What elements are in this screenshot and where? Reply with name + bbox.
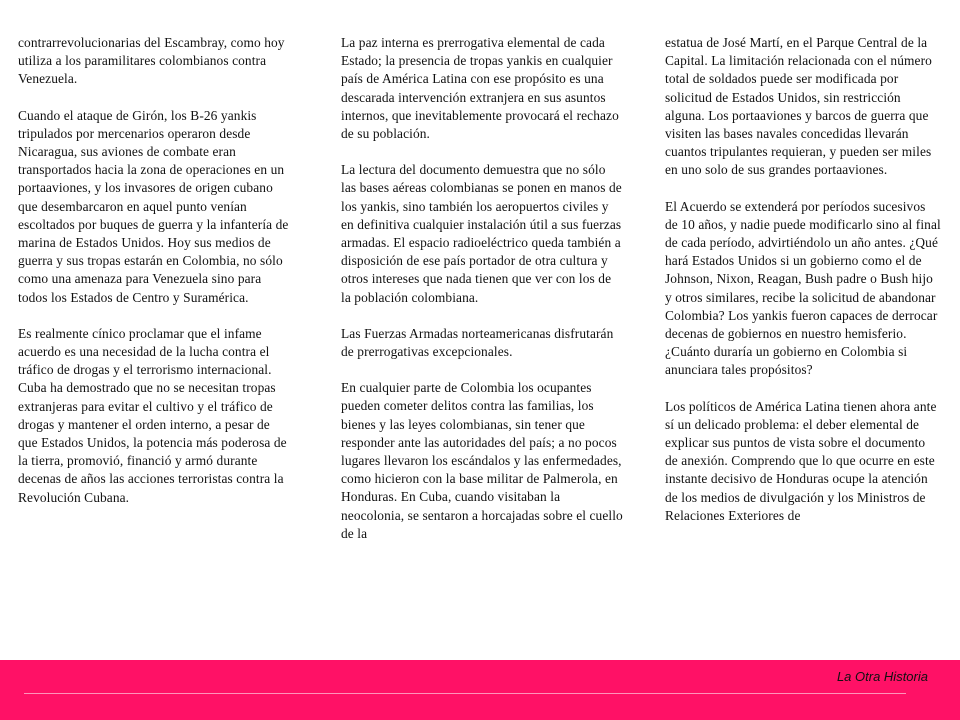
footer-title: La Otra Historia <box>836 669 928 684</box>
text-column-right <box>665 34 941 543</box>
paragraph: estatua de José Martí, en el Parque Central de la Capital. La limitación relacionada con el número total de soldados puede ser modificada por solicitud de Estados Unidos, sin restricción alguna. Los portaaviones y barcos de guerra que visiten las bases navales concedidas llevarán cuantos tripulantes requieran, y pueden ser miles en uno solo de sus grandes portaaviones. <box>665 35 932 178</box>
text-column-middle <box>341 34 623 561</box>
paragraph: contrarrevolucionarias del Escambray, como hoy utiliza a los paramilitares colombianos contra Venezuela. <box>18 35 285 87</box>
paragraph: Las Fuerzas Armadas norteamericanas disfrutarán de prerrogativas excepcionales. <box>341 325 614 360</box>
footer-bar <box>0 660 960 720</box>
paragraph: El Acuerdo se extenderá por períodos sucesivos de 10 años, y nadie puede modificarlo sino al final de cada período, advirtiéndolo un año antes. ¿Qué hará Estados Unidos si un gobierno como el de Johnson, Nixon, Reagan, Bush padre o Bush hijo y otros similares, recibe la solicitud de abandonar Colombia? Los yankis fueron capaces de derrocar decenas de gobiernos en nuestro hemisferio. ¿Cuánto duraría un gobierno en Colombia si anunciara tales propósitos? <box>665 198 941 378</box>
footer-divider <box>24 693 906 694</box>
paragraph: Cuando el ataque de Girón, los B-26 yankis tripulados por mercenarios operaron desde Nicaragua, sus aviones de combate eran transportados hacia la zona de operaciones en un portaaviones, y los invasores de origen cubano que desembarcaron en aquel punto venían escoltados por buques de guerra y la infantería de marina de Estados Unidos. Hoy sus medios de guerra y sus tropas estarán en Colombia, no sólo como una amenaza para Venezuela sino para todos los Estados de Centro y Suramérica. <box>18 107 289 305</box>
paragraph: Los políticos de América Latina tienen ahora ante sí un delicado problema: el deber elemental de explicar sus puntos de vista sobre el documento de anexión. Comprendo que lo que ocurre en este instante decisivo de Honduras ocupe la atención de los medios de divulgación y los Ministros de Relaciones Exteriores de <box>665 398 937 523</box>
paragraph: Es realmente cínico proclamar que el infame acuerdo es una necesidad de la lucha contra el tráfico de drogas y el terrorismo internacional. Cuba ha demostrado que no se necesitan tropas extranjeras para evitar el cultivo y el tráfico de drogas y mantener el orden interno, a pesar de que Estados Unidos, la potencia más poderosa de la tierra, promovió, financió y armó durante decenas de años las acciones terroristas contra la Revolución Cubana. <box>18 325 287 505</box>
text-column-left <box>18 34 290 525</box>
paragraph: La paz interna es prerrogativa elemental de cada Estado; la presencia de tropas yankis en cualquier país de América Latina con ese propósito es una descarada intervención extranjera en sus asuntos internos, que inevitablemente provocará el rechazo de su población. <box>341 35 619 142</box>
paragraph: En cualquier parte de Colombia los ocupantes pueden cometer delitos contra las familias, los bienes y las leyes colombianas, sin tener que responder ante las autoridades del país; a no pocos lugares llevaron los escándalos y las enfermedades, como hicieron con la base militar de Palmerola, en Honduras. En Cuba, cuando visitaban la neocolonia, se sentaron a horcajadas sobre el cuello de la <box>341 380 623 541</box>
paragraph: La lectura del documento demuestra que no sólo las bases aéreas colombianas se ponen en manos de los yankis, sino también los aeropuertos civiles y en definitiva cualquier instalación útil a sus fuerzas armadas. El espacio radioeléctrico queda también a disposición de ese país portador de otra cultura y otros intereses que nada tienen que ver con los de la población colombiana. <box>341 162 622 305</box>
